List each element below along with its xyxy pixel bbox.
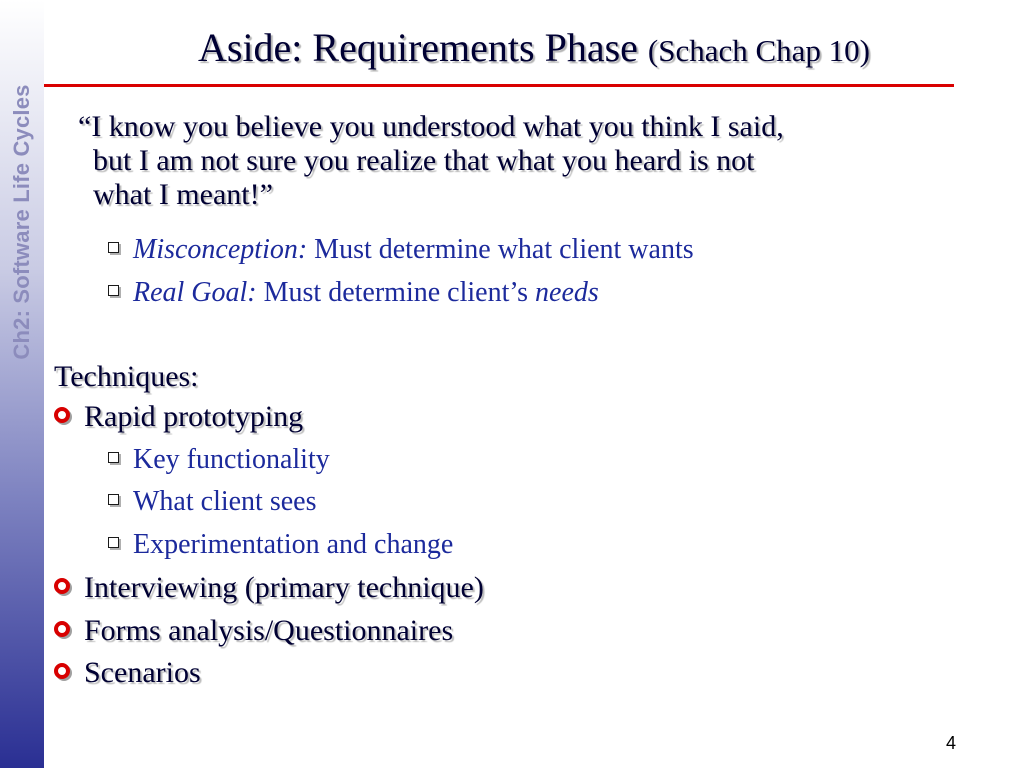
quote-point-label: Misconception: xyxy=(133,234,308,265)
techniques-heading: Techniques: xyxy=(54,360,199,393)
ball-bullet-icon xyxy=(54,621,70,637)
technique-forms-analysis xyxy=(54,614,453,648)
quote-point-misconception xyxy=(108,234,694,266)
technique-label: Forms analysis/Questionnaires xyxy=(84,614,454,647)
square-bullet-icon xyxy=(108,285,119,296)
quote-line-1: “I know you believe you understood what you think I said, xyxy=(78,110,784,143)
quote-block xyxy=(78,110,978,212)
title-divider xyxy=(44,84,954,87)
subitem-text: Key functionality xyxy=(133,444,330,475)
subitem-experimentation xyxy=(108,529,453,561)
page-number: 4 xyxy=(945,733,956,753)
square-bullet-icon xyxy=(108,494,119,505)
square-bullet-icon xyxy=(108,537,119,548)
title-subtitle: (Schach Chap 10) xyxy=(647,33,871,68)
technique-label: Rapid prototyping xyxy=(84,400,304,433)
subitem-text: Experimentation and change xyxy=(133,529,454,560)
quote-point-text: Must determine what client wants xyxy=(314,234,694,265)
ball-bullet-icon xyxy=(54,663,70,679)
square-bullet-icon xyxy=(108,242,119,253)
title-main: Aside: Requirements Phase xyxy=(197,25,638,70)
subitem-text: What client sees xyxy=(133,486,317,517)
slide-title xyxy=(44,24,1024,75)
quote-point-label: Real Goal: xyxy=(133,277,257,308)
quote-point-emphasis: needs xyxy=(535,277,599,308)
technique-label: Interviewing (primary technique) xyxy=(84,571,484,604)
square-bullet-icon xyxy=(108,452,119,463)
technique-label: Scenarios xyxy=(84,656,201,689)
subitem-what-client-sees xyxy=(108,486,316,518)
quote-line-3: what I meant!” xyxy=(93,178,273,211)
ball-bullet-icon xyxy=(54,578,70,594)
technique-scenarios xyxy=(54,656,201,690)
ball-bullet-icon xyxy=(54,407,70,423)
quote-line-2: but I am not sure you realize that what you heard is not xyxy=(93,144,755,177)
technique-interviewing xyxy=(54,571,484,605)
quote-point-real-goal xyxy=(108,277,599,309)
subitem-key-functionality xyxy=(108,444,330,476)
sidebar-chapter-label: Ch2: Software Life Cycles xyxy=(9,84,34,360)
quote-point-text: Must determine client’s xyxy=(263,277,529,308)
sidebar-band xyxy=(0,0,44,768)
technique-rapid-prototyping xyxy=(54,400,303,434)
